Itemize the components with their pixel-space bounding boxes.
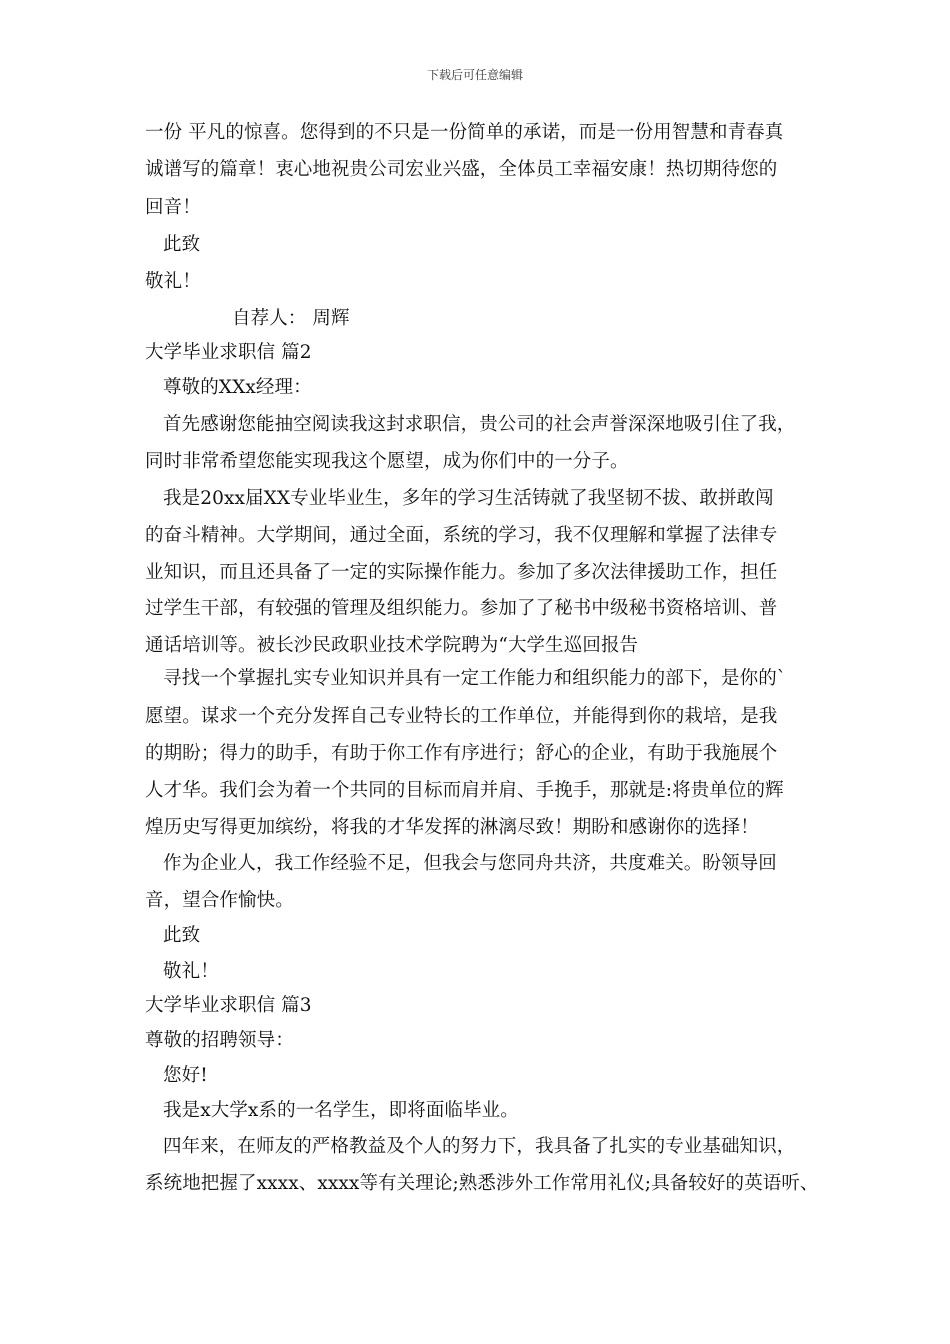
text-line: 同时非常希望您能实现我这个愿望，成为你们中的一分子。 [145, 451, 629, 472]
text-line: 过学生干部，有较强的管理及组织能力。参加了了秘书中级秘书资格培训、普 [145, 598, 778, 619]
text-line: 一份 平凡的惊喜。您得到的不只是一份简单的承诺，而是一份用智慧和青春真 [145, 122, 784, 143]
text-line: 煌历史写得更加缤纷，将我的才华发挥的淋漓尽致！期盼和感谢你的选择！ [145, 817, 759, 838]
page-header: 下载后可任意编辑 [426, 68, 523, 82]
section-title: 大学毕业求职信 篇2 [145, 342, 312, 363]
closing-line: 此致 [163, 925, 201, 946]
text-line: 四年来，在师友的严格教益及个人的努力下，我具备了扎实的专业基础知识， [163, 1136, 796, 1157]
signature-line: 自荐人： 周辉 [232, 308, 350, 329]
closing-line: 此致 [163, 234, 201, 255]
text-line: 人才华。我们会为着一个共同的目标而肩并肩、手挽手，那就是:将贵单位的辉 [145, 780, 784, 801]
text-line: 音，望合作愉快。 [145, 890, 294, 911]
closing-line: 敬礼！ [163, 961, 219, 982]
text-line: 首先感谢您能抽空阅读我这封求职信，贵公司的社会声誉深深地吸引住了我， [163, 414, 796, 435]
closing-line: 敬礼！ [145, 271, 201, 292]
text-line: 作为企业人，我工作经验不足，但我会与您同舟共济，共度难关。盼领导回 [163, 853, 777, 874]
text-line: 回音！ [145, 197, 201, 218]
salutation: 尊敬的招聘领导： [145, 1030, 294, 1051]
text-line: 通话培训等。被长沙民政职业技术学院聘为“大学生巡回报告 [145, 635, 639, 656]
text-line: 愿望。谋求一个充分发挥自己专业特长的工作单位，并能得到你的栽培，是我 [145, 706, 778, 727]
text-line: 的期盼；得力的助手，有助于你工作有序进行；舒心的企业，有助于我施展个 [145, 743, 778, 764]
salutation: 尊敬的XXx经理： [163, 377, 312, 398]
text-line: 我是20xx届XX专业毕业生，多年的学习生活铸就了我坚韧不拔、敢拼敢闯 [163, 488, 774, 509]
text-line: 系统地把握了xxxx、xxxx等有关理论;熟悉涉外工作常用礼仪;具备较好的英语听、 [145, 1173, 819, 1194]
greeting: 您好! [163, 1065, 208, 1086]
text-line: 我是x大学x系的一名学生，即将面临毕业。 [163, 1100, 519, 1121]
text-line: 寻找一个掌握扎实专业知识并具有一定工作能力和组织能力的部下，是你的` [163, 668, 787, 689]
section-title: 大学毕业求职信 篇3 [145, 995, 312, 1016]
text-line: 的奋斗精神。大学期间，通过全面，系统的学习，我不仅理解和掌握了法律专 [145, 525, 778, 546]
text-line: 业知识，而且还具备了一定的实际操作能力。参加了多次法律援助工作，担任 [145, 562, 778, 583]
text-line: 诚谱写的篇章！衷心地祝贵公司宏业兴盛，全体员工幸福安康！热切期待您的 [145, 159, 778, 180]
